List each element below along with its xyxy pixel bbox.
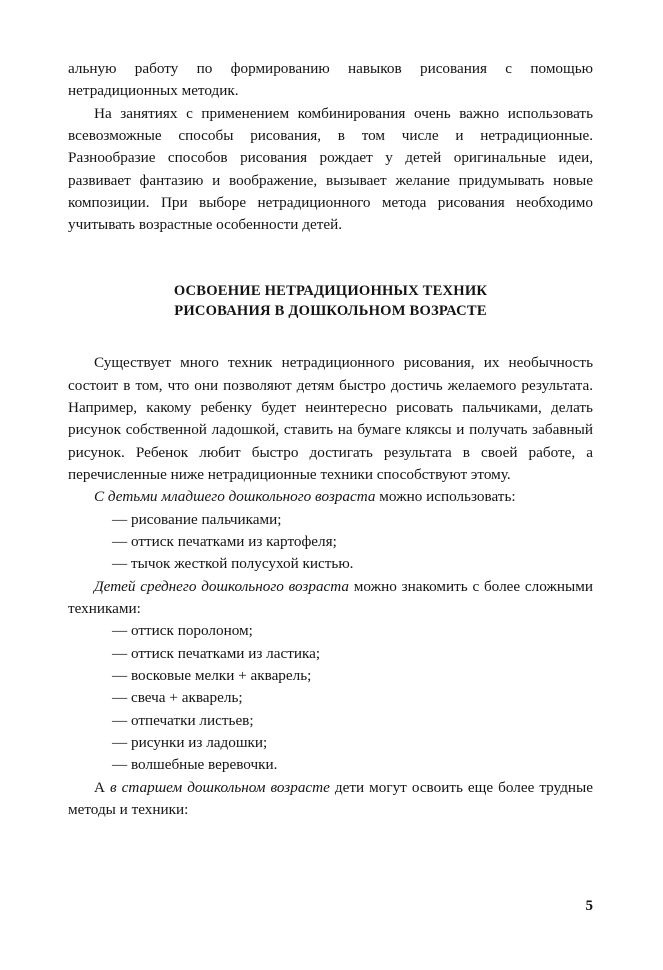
list-item: — тычок жесткой полусухой кистью. bbox=[112, 555, 354, 573]
list-item: — свеча + акварель; bbox=[112, 689, 243, 707]
paragraph-continuation: альную работу по формированию навыков рисования с помощью нетрадиционных методик. bbox=[68, 60, 593, 100]
page-body bbox=[68, 58, 593, 821]
group3-lead bbox=[68, 777, 593, 822]
paragraph-2: Существует много техник нетрадиционного рисования, их необычность состоит в том, что они позволяют детям быстро достичь желаемого результата. Например, какому ребенку будет неинтересно рисовать пальчиками, делать рисунок собственной ладошкой, ставить на бумаге кляксы и получать забавный рисунок. Ребенок любит быстро достигать результата в своей работе, а перечисленные ниже нетрадиционные техники способствуют этому. bbox=[68, 354, 593, 483]
group2-lead bbox=[68, 576, 593, 621]
list-item: — оттиск печатками из картофеля; bbox=[112, 532, 337, 550]
group3-lead-rest: дети могут освоить еще более трудные методы и техники: bbox=[68, 778, 593, 819]
page-number: 5 bbox=[585, 898, 593, 914]
list-item: — отпечатки листьев; bbox=[112, 711, 254, 729]
list-item: — волшебные веревочки. bbox=[112, 756, 278, 774]
section-heading bbox=[68, 281, 593, 322]
group1-lead-rest: можно использовать: bbox=[375, 488, 516, 506]
paragraph-1: На занятиях с применением комбинирования очень важно использовать всевозможные способы рисования, в том числе и нетрадиционные. Разнообразие способов рисования рождает у детей оригинальные идеи, развивает фантазию и воображение, вызывает желание придумывать новые композиции. При выборе нетрадиционного метода рисования необходимо учитывать возрастные особенности детей. bbox=[68, 104, 593, 234]
group2-lead-italic: Детей среднего дошкольного возраста bbox=[94, 577, 350, 595]
section-heading-line-1: ОСВОЕНИЕ НЕТРАДИЦИОННЫХ ТЕХНИК bbox=[173, 282, 488, 299]
group3-lead-italic: в старшем дошкольном возрасте bbox=[110, 778, 330, 796]
list-item: — оттиск печатками из ластика; bbox=[112, 644, 321, 662]
list-item: — рисунки из ладошки; bbox=[112, 734, 268, 752]
list-item: — рисование пальчиками; bbox=[112, 510, 282, 528]
group3-lead-pre: А bbox=[94, 778, 110, 796]
section-heading-line-2: РИСОВАНИЯ В ДОШКОЛЬНОМ ВОЗРАСТЕ bbox=[174, 303, 487, 320]
list-item: — восковые мелки + акварель; bbox=[112, 667, 312, 684]
group1-lead bbox=[68, 486, 593, 508]
list-item: — оттиск поролоном; bbox=[112, 622, 253, 640]
group1-lead-italic: С детьми младшего дошкольного возраста bbox=[94, 488, 376, 506]
group2-lead-rest: можно знакомить с более сложными техниками: bbox=[68, 577, 593, 617]
